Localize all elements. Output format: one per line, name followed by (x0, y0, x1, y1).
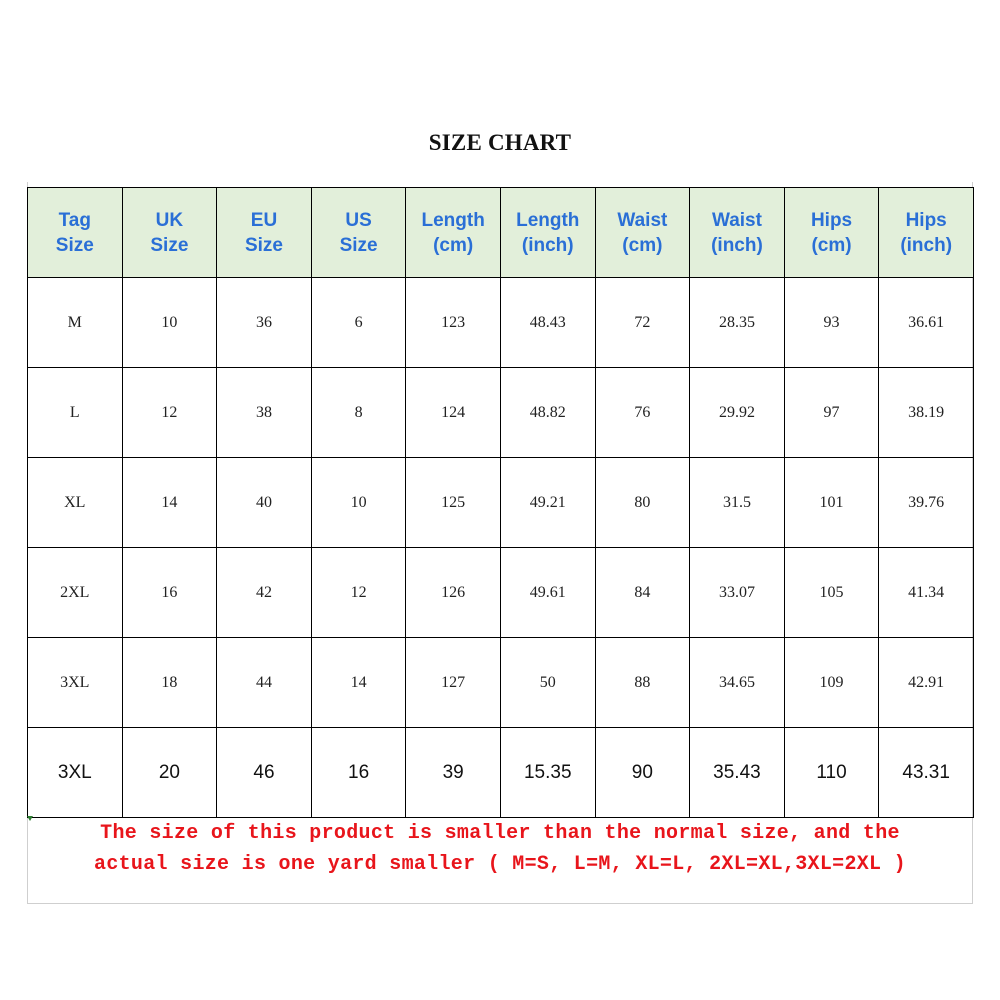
table-cell: 110 (784, 728, 879, 818)
header-waist-inch (690, 188, 785, 278)
table-cell: 50 (500, 638, 595, 728)
header-us-size (311, 188, 406, 278)
header-line-2: (cm) (433, 234, 474, 256)
table-cell: 109 (784, 638, 879, 728)
table-row (28, 458, 974, 548)
table-cell: 3XL (28, 728, 123, 818)
header-line-2: (inch) (521, 234, 574, 256)
table-cell: 3XL (28, 638, 123, 728)
table-cell: 40 (217, 458, 312, 548)
table-cell: 39.76 (879, 458, 974, 548)
table-cell: 49.61 (500, 548, 595, 638)
header-tag-size (28, 188, 123, 278)
table-cell: 2XL (28, 548, 123, 638)
header-length-cm (406, 188, 501, 278)
header-line-2: (inch) (711, 234, 763, 256)
header-line-1: US (345, 209, 372, 231)
header-line-1: Waist (617, 209, 668, 231)
table-cell: 48.82 (500, 368, 595, 458)
table-cell: 123 (406, 278, 501, 368)
table-cell: 35.43 (690, 728, 785, 818)
table-cell: 39 (406, 728, 501, 818)
header-row (28, 188, 974, 278)
table-cell: 14 (122, 458, 217, 548)
table-cell: 101 (784, 458, 879, 548)
table-cell: 42.91 (879, 638, 974, 728)
table-cell: 20 (122, 728, 217, 818)
table-cell: 6 (311, 278, 406, 368)
header-line-2: Size (244, 234, 283, 256)
table-row (28, 638, 974, 728)
header-line-2: Size (150, 234, 189, 256)
table-cell: 8 (311, 368, 406, 458)
note-line-1: The size of this product is smaller than the normal size, and the (100, 822, 900, 845)
table-cell: 97 (784, 368, 879, 458)
table-cell: 10 (311, 458, 406, 548)
header-line-1: UK (155, 209, 184, 231)
table-cell: XL (28, 458, 123, 548)
table-row (28, 548, 974, 638)
table-cell: 33.07 (690, 548, 785, 638)
table-cell: 28.35 (690, 278, 785, 368)
table-cell: 72 (595, 278, 690, 368)
header-line-1: Hips (905, 209, 947, 231)
table-cell: 105 (784, 548, 879, 638)
table-cell: 76 (595, 368, 690, 458)
table-cell: 38.19 (879, 368, 974, 458)
page-title: SIZE CHART (428, 130, 572, 155)
table-cell: 16 (311, 728, 406, 818)
table-cell: 42 (217, 548, 312, 638)
table-cell: 29.92 (690, 368, 785, 458)
table-cell: 44 (217, 638, 312, 728)
table-cell: 41.34 (879, 548, 974, 638)
table-cell: 10 (122, 278, 217, 368)
header-hips-inch (879, 188, 974, 278)
header-eu-size (217, 188, 312, 278)
table-cell: 126 (406, 548, 501, 638)
table-cell: M (28, 278, 123, 368)
table-cell: 90 (595, 728, 690, 818)
header-line-1: Tag (58, 209, 91, 231)
header-line-2: (cm) (622, 234, 663, 256)
table-cell: 12 (122, 368, 217, 458)
table-cell: 127 (406, 638, 501, 728)
header-length-inch (500, 188, 595, 278)
table-cell: 18 (122, 638, 217, 728)
table-cell: 84 (595, 548, 690, 638)
table-cell: 125 (406, 458, 501, 548)
table-cell: 88 (595, 638, 690, 728)
table-cell: 16 (122, 548, 217, 638)
table-cell: 93 (784, 278, 879, 368)
table-cell: 15.35 (500, 728, 595, 818)
table-cell: 36 (217, 278, 312, 368)
table-cell: 12 (311, 548, 406, 638)
header-line-1: Hips (810, 209, 853, 231)
table-cell: 31.5 (690, 458, 785, 548)
header-hips-cm (784, 188, 879, 278)
header-line-2: Size (339, 234, 378, 256)
header-line-1: Length (516, 209, 580, 231)
note-line-2: actual size is one yard smaller ( M=S, L=M, XL=L, 2XL=XL,3XL=2XL ) (94, 853, 906, 876)
header-line-1: Length (421, 209, 485, 231)
table-row (28, 728, 974, 818)
table-cell: 46 (217, 728, 312, 818)
header-line-1: EU (250, 209, 278, 231)
table-cell: 14 (311, 638, 406, 728)
header-uk-size (122, 188, 217, 278)
header-line-2: Size (55, 234, 94, 256)
header-waist-cm (595, 188, 690, 278)
header-line-2: (inch) (900, 234, 953, 256)
header-line-2: (cm) (811, 234, 852, 256)
table-cell: 48.43 (500, 278, 595, 368)
table-cell: 38 (217, 368, 312, 458)
table-row (28, 368, 974, 458)
size-warning-note (27, 818, 973, 880)
table-cell: 43.31 (879, 728, 974, 818)
table-cell: L (28, 368, 123, 458)
table-cell: 80 (595, 458, 690, 548)
table-row (28, 278, 974, 368)
header-line-1: Waist (711, 209, 762, 231)
table-cell: 124 (406, 368, 501, 458)
size-table (27, 187, 974, 818)
table-cell: 36.61 (879, 278, 974, 368)
table-cell: 49.21 (500, 458, 595, 548)
table-cell: 34.65 (690, 638, 785, 728)
